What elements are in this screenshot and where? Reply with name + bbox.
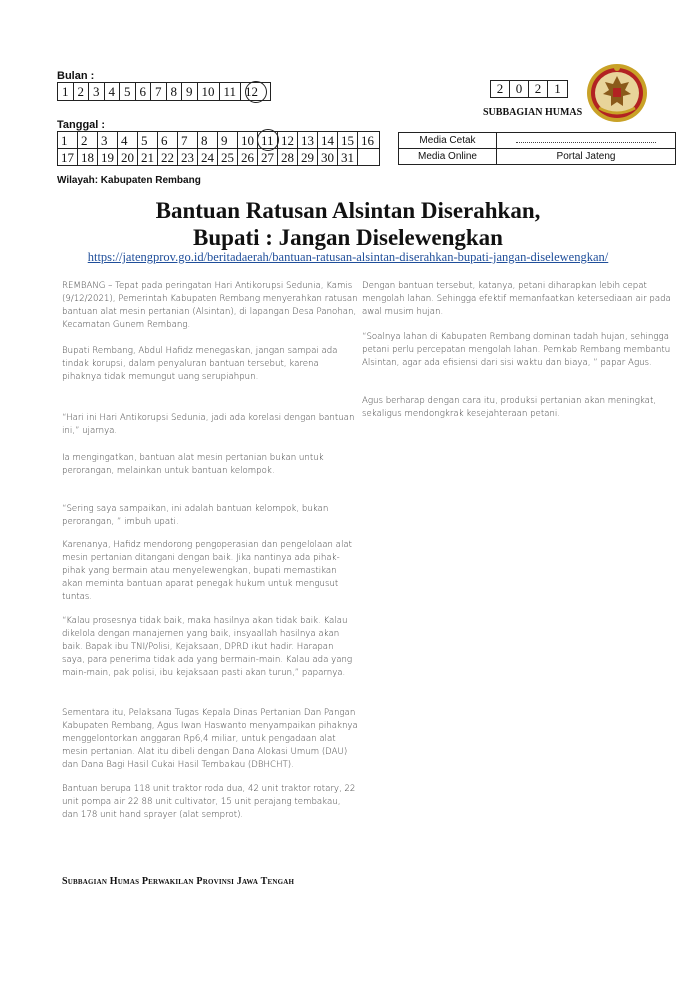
date-cell [358, 149, 380, 166]
paragraph: Bantuan berupa 118 unit traktor roda dua, 42 unit traktor rotary, 22 unit pompa air 22 88 unit cultivator, 15 unit perajang tembakau, dan 178 unit hand sprayer (alat semprot). [62, 784, 356, 820]
article-title-line-1: Bantuan Ratusan Alsintan Diserahkan, [155, 198, 541, 223]
date-cell: 14 [318, 132, 338, 149]
date-cell: 22 [158, 149, 178, 166]
month-cell: 1 [58, 83, 74, 100]
date-cell: 21 [138, 149, 158, 166]
date-cell: 5 [138, 132, 158, 149]
year-box [490, 80, 568, 98]
date-cell: 29 [298, 149, 318, 166]
footer-organization: Subbagian Humas Perwakilan Provinsi Jawa Tengah [62, 876, 295, 887]
date-cell: 16 [358, 132, 380, 149]
paragraph: Bupati Rembang, Abdul Hafidz menegaskan, jangan sampai ada tindak korupsi, dalam penyaluran bantuan tersebut, karena pihaknya tidak memungut uang serupiahpun. [62, 346, 338, 382]
month-cell: 12 [241, 83, 270, 100]
paragraph: Karenanya, Hafidz mendorong pengoperasian dan pengelolaan alat mesin pertanian ditangani dengan baik. Jika nantinya ada pihak-pihak yang bermain atau menyelewengkan, bupati memastikan akan meminta bantuan aparat penegak hukum untuk mengusut tuntas. [62, 540, 352, 602]
month-cell: 6 [136, 83, 152, 100]
year-digit: 1 [554, 81, 561, 96]
year-digit: 2 [529, 81, 548, 97]
year-digit: 0 [510, 81, 529, 97]
date-cell: 30 [318, 149, 338, 166]
date-cell: 3 [98, 132, 118, 149]
month-cell: 2 [74, 83, 90, 100]
date-cell: 12 [278, 132, 298, 149]
date-cell: 25 [218, 149, 238, 166]
date-cell: 31 [338, 149, 358, 166]
date-cell: 8 [198, 132, 218, 149]
paragraph: Sementara itu, Pelaksana Tugas Kepala Dinas Pertanian Dan Pangan Kabupaten Rembang, Agus Iwan Haswanto menyampaikan pihaknya menggelontorkan anggaran Rp6,4 miliar, untuk pengadaan alat mesin pertanian. Alat itu dibeli dengan Dana Alokasi Umum (DAU) dan Dana Bagi Hasil Cukai Hasil Tembakau (DBHCHT). [62, 708, 358, 770]
paragraph: “Sering saya sampaikan, ini adalah bantuan kelompok, bukan perorangan, ” imbuh upati. [62, 504, 329, 527]
year-digit: 2 [491, 81, 510, 97]
paragraph: REMBANG – Tepat pada peringatan Hari Antikorupsi Sedunia, Kamis (9/12/2021), Pemerintah Kabupaten Rembang menyerahkan ratusan bantuan alat mesin pertanian (Alsintan), di lapangan Desa Panohan, Kecamatan Gunem Rembang. [62, 281, 358, 330]
subbagian-label: SUBBAGIAN HUMAS [483, 107, 583, 118]
date-cell: 9 [218, 132, 238, 149]
month-cell: 3 [89, 83, 105, 100]
paragraph: “Soalnya lahan di Kabupaten Rembang dominan tadah hujan, sehingga petani perlu percepatan mengolah lahan. Pemkab Rembang membantu Alsintan, agar ada efisiensi dari sisi waktu dan biaya, ” papar Agus. [362, 332, 671, 368]
month-cell: 11 [220, 83, 242, 100]
article-title-line-2: Bupati : Jangan Diselewengkan [193, 225, 503, 250]
date-grid [57, 131, 380, 166]
article-url-link[interactable]: https://jatengprov.go.id/beritadaerah/bantuan-ratusan-alsintan-diserahkan-bupati-jangan-diselewengkan/ [87, 250, 609, 264]
month-cell: 5 [120, 83, 136, 100]
date-cell: 1 [58, 132, 78, 149]
media-table [398, 132, 676, 165]
media-print-label: Media Cetak [399, 133, 497, 149]
date-cell: 27 [258, 149, 278, 166]
month-cell: 8 [167, 83, 183, 100]
date-cell: 26 [238, 149, 258, 166]
date-cell: 23 [178, 149, 198, 166]
month-cell: 7 [151, 83, 167, 100]
date-cell: 7 [178, 132, 198, 149]
date-cell: 11 [258, 132, 278, 149]
date-cell: 17 [58, 149, 78, 166]
article-title [0, 197, 696, 251]
media-print-value [497, 133, 676, 149]
region-label: Wilayah: Kabupaten Rembang [57, 175, 201, 186]
date-cell: 20 [118, 149, 138, 166]
date-cell: 10 [238, 132, 258, 149]
date-cell: 2 [78, 132, 98, 149]
date-cell: 4 [118, 132, 138, 149]
media-online-value: Portal Jateng [497, 149, 676, 165]
date-cell: 24 [198, 149, 218, 166]
month-cell: 10 [198, 83, 220, 100]
selected-month-circle [245, 81, 267, 103]
province-emblem-icon [585, 62, 649, 124]
date-cell: 6 [158, 132, 178, 149]
paragraph: Dengan bantuan tersebut, katanya, petani diharapkan lebih cepat mengolah lahan. Sehingga efektif memanfaatkan ketersediaan air pada awal musim hujan. [362, 281, 671, 317]
date-cell: 19 [98, 149, 118, 166]
month-label: Bulan : [57, 70, 95, 82]
paragraph: Ia mengingatkan, bantuan alat mesin pertanian bukan untuk perorangan, melainkan untuk bantuan kelompok. [62, 453, 324, 476]
paragraph: “Hari ini Hari Antikorupsi Sedunia, jadi ada korelasi dengan bantuan ini,” ujarnya. [62, 413, 355, 436]
month-cell: 4 [105, 83, 121, 100]
date-cell: 28 [278, 149, 298, 166]
date-cell: 15 [338, 132, 358, 149]
date-cell: 18 [78, 149, 98, 166]
month-cell: 9 [182, 83, 198, 100]
date-cell: 13 [298, 132, 318, 149]
paragraph: Agus berharap dengan cara itu, produksi pertanian akan meningkat, sekaligus mendongkrak kesejahteraan petani. [362, 396, 657, 419]
date-label: Tanggal : [57, 119, 106, 131]
media-print-dots [516, 135, 656, 143]
paragraph: “Kalau prosesnya tidak baik, maka hasilnya akan tidak baik. Kalau dikelola dengan manajemen yang baik, insyaallah hasilnya akan baik. Bapak ibu TNI/Polisi, Kejaksaan, DPRD ikut hadir. Harapan saya, para penerima tidak ada yang bermain-main. Kalau ada yang main-main, pak polisi, ibu kejaksaan pasti akan turun,” paparnya. [62, 616, 353, 678]
month-grid [57, 82, 271, 101]
media-online-label: Media Online [399, 149, 497, 165]
